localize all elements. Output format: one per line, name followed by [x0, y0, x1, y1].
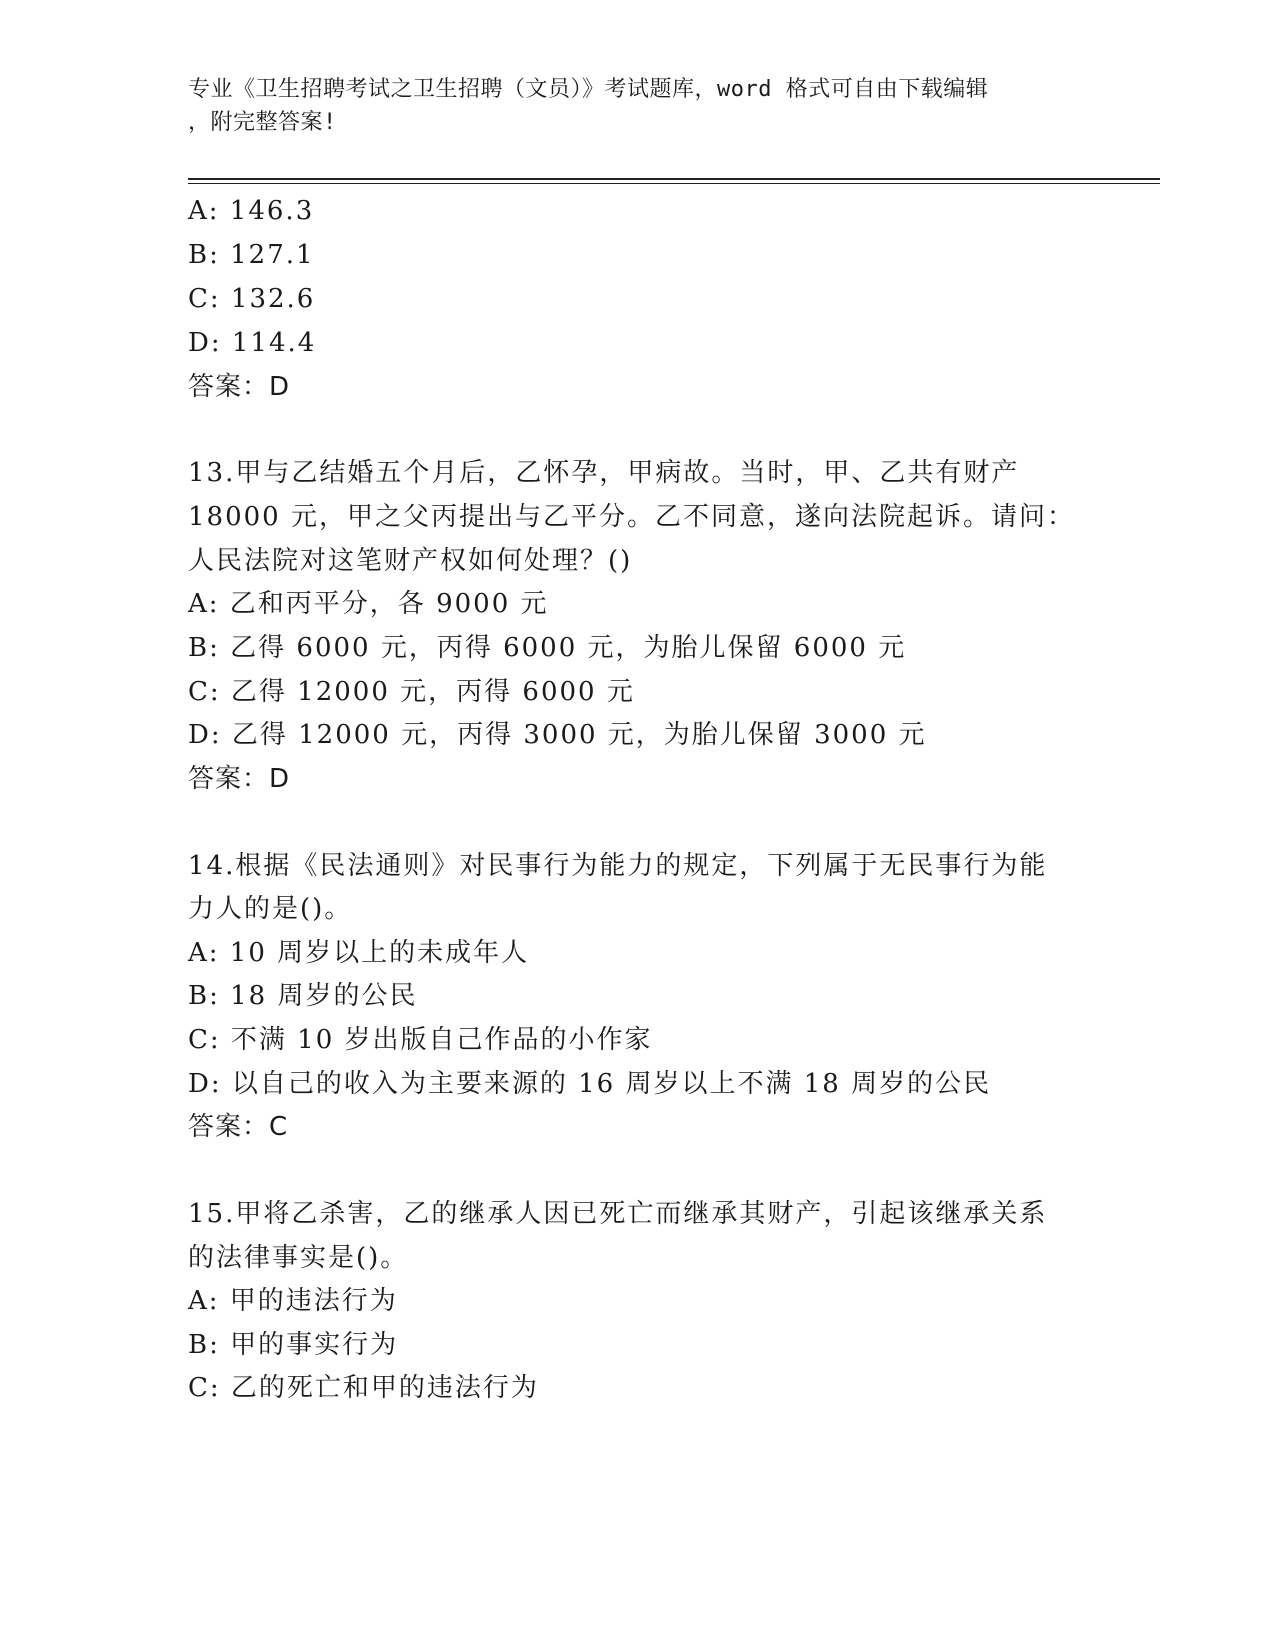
q14-option-c: C: 不满 10 岁出版自己作品的小作家: [188, 1025, 653, 1055]
q14-option-a: A: 10 周岁以上的未成年人: [188, 938, 530, 968]
q13-option-d: D: 乙得 12000 元，丙得 3000 元，为胎儿保留 3000 元: [188, 720, 927, 750]
q13-answer: 答案：D: [188, 764, 291, 794]
document-header: [188, 73, 1068, 139]
q12-answer: 答案：D: [188, 372, 291, 402]
header-line-1: 专业《卫生招聘考试之卫生招聘（文员）》考试题库，word 格式可自由下载编辑: [188, 77, 989, 102]
q13-stem-line-1: 13.甲与乙结婚五个月后，乙怀孕，甲病故。当时，甲、乙共有财产: [188, 458, 1020, 488]
q15-stem-line-1: 15.甲将乙杀害，乙的继承人因已死亡而继承其财产，引起该继承关系: [188, 1199, 1048, 1229]
q13-option-a: A: 乙和丙平分，各 9000 元: [188, 589, 549, 619]
q14-option-d: D: 以自己的收入为主要来源的 16 周岁以上不满 18 周岁的公民: [188, 1069, 992, 1099]
q14-stem-line-1: 14.根据《民法通则》对民事行为能力的规定，下列属于无民事行为能: [188, 851, 1048, 881]
q12-option-a: A: 146.3: [188, 196, 315, 226]
header-rule-thin: [188, 183, 1160, 184]
q14-answer: 答案：C: [188, 1112, 289, 1142]
q12-option-c: C: 132.6: [188, 284, 316, 314]
q15-option-b: B: 甲的事实行为: [188, 1330, 399, 1360]
q15-option-c: C: 乙的死亡和甲的违法行为: [188, 1373, 539, 1403]
q14-stem-line-2: 力人的是()。: [188, 894, 353, 924]
q15-stem-line-2: 的法律事实是()。: [188, 1243, 409, 1273]
q15-option-a: A: 甲的违法行为: [188, 1286, 398, 1316]
header-rule-thick: [188, 178, 1160, 180]
q13-stem-line-2: 18000 元，甲之父丙提出与乙平分。乙不同意，遂向法院起诉。请问：: [188, 502, 1075, 532]
q13-option-c: C: 乙得 12000 元，丙得 6000 元: [188, 677, 635, 707]
q14-option-b: B: 18 周岁的公民: [188, 981, 418, 1011]
q13-stem-line-3: 人民法院对这笔财产权如何处理？(): [188, 546, 633, 576]
header-line-2: ，附完整答案!: [188, 110, 337, 135]
q12-option-d: D: 114.4: [188, 328, 317, 358]
q12-option-b: B: 127.1: [188, 240, 315, 270]
q13-option-b: B: 乙得 6000 元，丙得 6000 元，为胎儿保留 6000 元: [188, 633, 907, 663]
